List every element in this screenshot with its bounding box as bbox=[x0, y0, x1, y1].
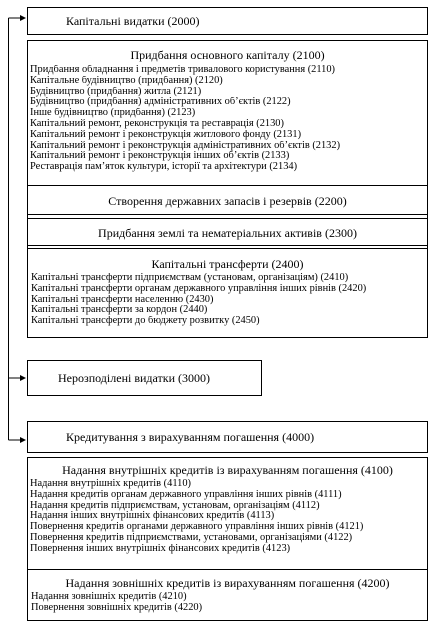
land-box bbox=[27, 218, 428, 246]
list-item: Повернення кредитів органами державного управління інших рівнів (4121) bbox=[30, 522, 364, 533]
list-item: Придбання обладнання і предметів тривалового користування (2110) bbox=[30, 65, 336, 75]
list-item: Будівництво (придбання) житла (2121) bbox=[30, 86, 202, 97]
list-item: Повернення кредитів підприємствами, установами, організаціями (4122) bbox=[30, 532, 353, 543]
unallocated-box bbox=[27, 360, 262, 396]
capital-transfers-title: Капітальні трансферти (2400) bbox=[151, 257, 304, 271]
list-item: Надання внутрішніх кредитів (4110) bbox=[30, 479, 191, 489]
external-lending-box bbox=[27, 569, 428, 621]
list-item: Капітальні трансферти до бюджету розвитку (2450) bbox=[31, 316, 260, 327]
external-lending-items bbox=[31, 592, 425, 614]
list-item: Капітальне будівництво (придбання) (2120) bbox=[30, 75, 223, 86]
list-item: Будівництво (придбання) адміністративних об’єктів (2122) bbox=[30, 97, 291, 108]
internal-lending-title: Надання внутрішніх кредитів із вирахуванням погашення (4100) bbox=[62, 463, 393, 477]
list-item: Капітальні трансферти підприємствам (установам, організаціям) (2410) bbox=[31, 273, 349, 283]
fixed-capital-title: Придбання основного капіталу (2100) bbox=[130, 48, 325, 62]
fixed-capital-items bbox=[30, 65, 426, 173]
list-item: Капітальний ремонт і реконструкція житлового фонду (2131) bbox=[30, 129, 302, 140]
list-item: Надання інших внутрішніх фінансових кредитів (4113) bbox=[30, 511, 275, 522]
unallocated-title: Нерозподілені видатки (3000) bbox=[58, 371, 211, 385]
list-item: Надання зовнішніх кредитів (4210) bbox=[31, 592, 187, 602]
list-item: Капітальні трансферти за кордон (2440) bbox=[31, 305, 208, 316]
reserves-box bbox=[27, 185, 428, 215]
list-item: Капітальні трансферти населенню (2430) bbox=[31, 294, 214, 305]
fixed-capital-box bbox=[27, 40, 428, 184]
capital-transfers-box bbox=[27, 248, 428, 338]
list-item: Повернення інших внутрішніх фінансових кредитів (4123) bbox=[30, 543, 291, 554]
capital-expenditures-box bbox=[27, 7, 428, 35]
land-title: Придбання землі та нематеріальних активів (2300) bbox=[98, 226, 357, 240]
list-item: Капітальні трансферти органам державного управління інших рівнів (2420) bbox=[31, 283, 367, 294]
reserves-title: Створення державних запасів і резервів (2200) bbox=[108, 194, 347, 208]
internal-lending-box bbox=[27, 457, 428, 568]
list-item: Повернення зовнішніх кредитів (4220) bbox=[31, 602, 203, 613]
list-item: Інше будівництво (придбання) (2123) bbox=[30, 108, 196, 119]
capital-expenditures-title: Капітальні видатки (2000) bbox=[66, 14, 200, 28]
capital-transfers-items bbox=[31, 273, 425, 327]
external-lending-title: Надання зовнішніх кредитів із вирахуванням погашення (4200) bbox=[65, 576, 390, 590]
lending-box bbox=[27, 421, 428, 453]
list-item: Капітальний ремонт, реконструкція та реставрація (2130) bbox=[30, 118, 284, 129]
list-item: Реставрація пам’яток культури, історії та архітектури (2134) bbox=[30, 162, 298, 173]
list-item: Капітальний ремонт і реконструкція інших об’єктів (2133) bbox=[30, 151, 290, 162]
list-item: Надання кредитів органам державного управління інших рівнів (4111) bbox=[30, 489, 342, 500]
lending-title: Кредитування з вирахуванням погашення (4000) bbox=[66, 430, 315, 444]
internal-lending-items bbox=[30, 479, 426, 555]
list-item: Надання кредитів підприємствам, установам, організаціям (4112) bbox=[30, 500, 320, 511]
list-item: Капітальний ремонт і реконструкція адміністративних об’єктів (2132) bbox=[30, 140, 341, 151]
